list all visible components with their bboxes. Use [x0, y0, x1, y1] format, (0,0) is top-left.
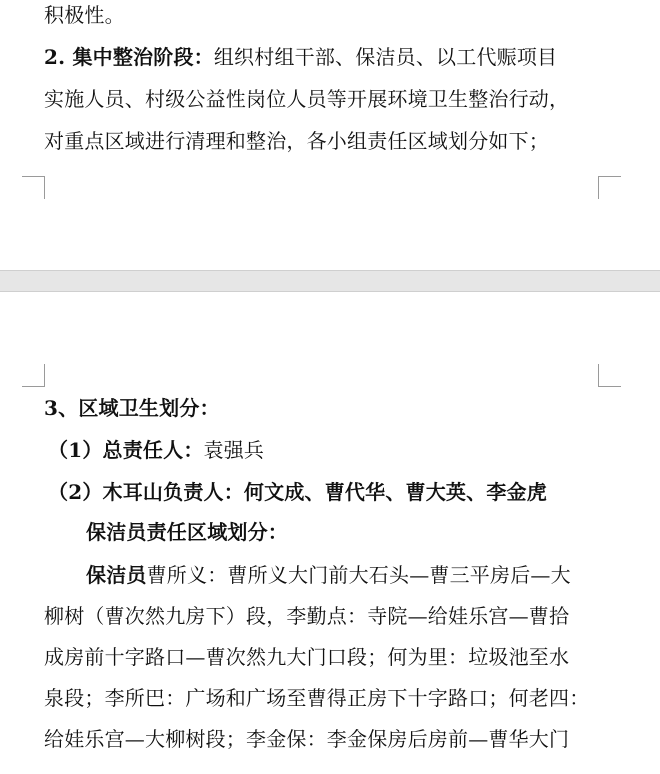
document-page-bottom	[0, 292, 660, 774]
text: 组织村组干部、保洁员、以工代赈项目	[213, 45, 558, 69]
text: 成房前十字路口—曹次然九大门口段；何为里：垃圾池至水	[44, 645, 570, 669]
paragraph-line	[44, 718, 600, 760]
section-heading	[44, 387, 600, 429]
paragraph-line	[86, 554, 642, 596]
list-item	[48, 471, 604, 513]
item-label: （1）总责任人：	[48, 438, 204, 462]
sub-heading-text: 保洁员责任区域划分：	[86, 520, 288, 544]
text: 曹所义：曹所义大门前大石头—曹三平房后—大	[146, 563, 571, 587]
item-value: 袁强兵	[203, 438, 265, 462]
margin-corner-mark	[598, 364, 621, 387]
text-line	[44, 0, 600, 36]
text-line	[44, 78, 600, 120]
margin-corner-mark	[598, 176, 621, 199]
text: 实施人员、村级公益性岗位人员等开展环境卫生整治行动，	[44, 87, 570, 111]
paragraph-line	[44, 677, 600, 719]
text: 泉段；李所巴：广场和广场至曹得正房下十字路口；何老四：	[44, 686, 590, 710]
paragraph-line	[44, 595, 600, 637]
para-lead: 保洁员	[86, 563, 147, 587]
stage-heading: 2. 集中整治阶段：	[44, 45, 214, 69]
paragraph-line	[44, 636, 600, 678]
sub-heading	[86, 511, 642, 553]
stage-paragraph-line	[44, 36, 600, 78]
text: 积极性。	[44, 3, 125, 27]
document-page-top	[0, 0, 660, 270]
list-item	[48, 429, 604, 471]
item-label: （2）木耳山负责人：何文成、曹代华、曹大英、李金虎	[48, 480, 547, 504]
margin-corner-mark	[22, 176, 45, 199]
text: 柳树（曹次然九房下）段，李勤点：寺院—给娃乐宫—曹拾	[44, 604, 570, 628]
text: 对重点区域进行清理和整治，各小组责任区域划分如下；	[44, 129, 549, 153]
text-line	[44, 120, 600, 162]
page-separator	[0, 270, 660, 292]
text: 给娃乐宫—大柳树段；李金保：李金保房后房前—曹华大门	[44, 727, 570, 751]
section-title: 3、区域卫生划分：	[44, 396, 220, 420]
margin-corner-mark	[22, 364, 45, 387]
